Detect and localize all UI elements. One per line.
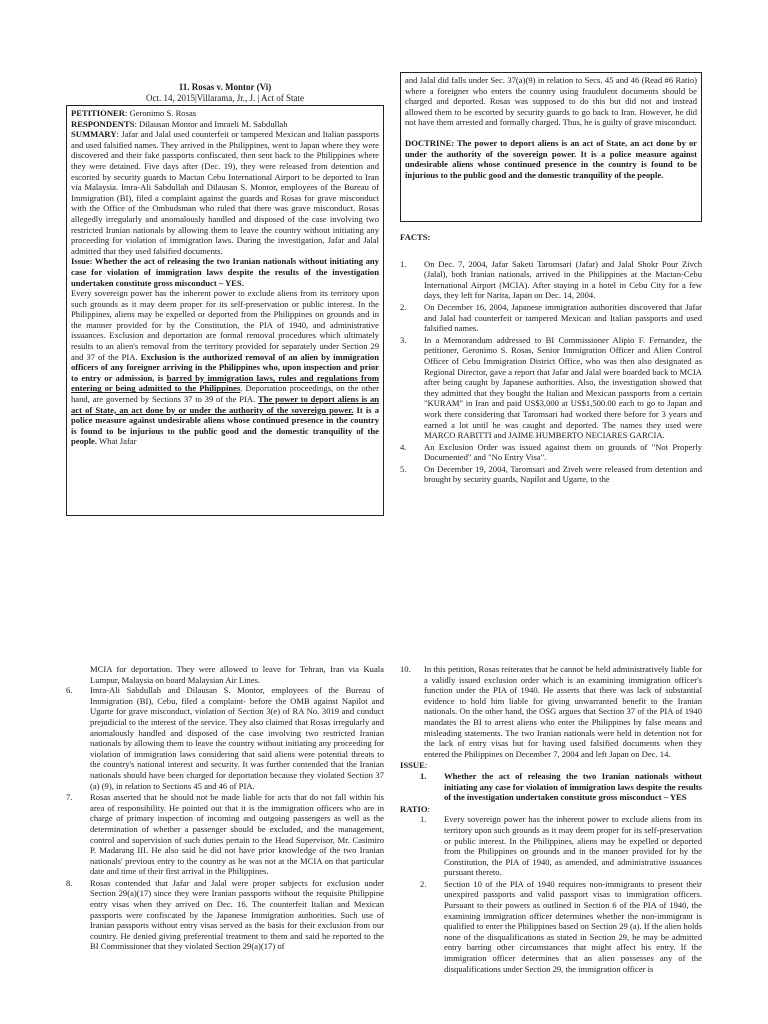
case-heading: 11. Rosas v. Montor (Vi) (178, 82, 272, 92)
list-number: 8. (66, 877, 73, 888)
page2-right-column (400, 664, 702, 1022)
continuation-text: and Jalal did falls under Sec. 37(a)(9) in relation to Secs. 45 and 46 (Read #6 Ratio) where a foreigner who enters the country using fraudulent documents should be charged and deported. Rosas was supposed to do this but did not and instead allowed them to be escorted by security guards to go back to Iran. However, he did not have them arrested and formally charged. Thus, he is guilty of grave misconduct. (405, 75, 697, 128)
list-text: On Dec. 7, 2004, Jafar Saketi Taromsari (Jafar) and Jalal Shokr Pour Zivch (Jalal), both Iranian nationals, arrived in the Philippines at the Mactan-Cebu International Airport (MCIA). After staying in a hotel in Cebu City for a few days, they left for Narita, Japan on Dec. 14, 2004. (424, 258, 702, 301)
reasoning-paragraph (71, 288, 379, 447)
list-text: In a Memorandum addressed to BI Commissioner Alipio F. Fernandez, the petitioner, Geronimo S. Rosas, Senior Immigration Officer and Alien Control Officer of Cebu Immigration District Office, who was then also designated as Regional Director, gave a report that Jafar and Jalal were boarded back to MCIA after being caught by Japanese authorities. Also, the investigation showed that they admitted that they bought the Italian and Mexican passports from a certain "KURAM" in Iran and paid US$3,000 at US$1,500.00 each to go to Japan and work there considering that Taromsari had worked there before for 3 years and earned a lot until he was caught and deported. The names they used were MARCO RABITTI and JAIME HUMBERTO NECIARES GARCIA. (424, 334, 702, 441)
list-text: On December 19, 2004, Taromsari and Ziveh were released from detention and brought by security guards, Napilot and Ugarte, to the (424, 463, 702, 485)
list-number: 10. (400, 664, 411, 674)
reasoning-part-f: It is a police measure against undesirable aliens whose continued presence in the country is found to be injurious to the public good and the domestic tranquility of the people. (71, 404, 379, 447)
list-number: 1. (420, 814, 427, 825)
reasoning-part-c: barred by immigration laws, rules and regulations from entering or being admitted to the Philippines (71, 372, 379, 394)
list-number: 1. (420, 770, 427, 781)
page2-left-column (66, 664, 384, 1022)
list-text: In this petition, Rosas reiterates that he cannot be held administratively liable for a validly issued exclusion order which is an examining immigration officer's function under the PIA of 1940. He asserts that there was lack of substantial evidence to hold him liable for giving unwarranted benefit to the Iranian nationals. On the other hand, the OSG argues that Section 37 of the PIA of 1940 mandates the BI to arrest aliens who enter the Philippines by false means and misleading statements. The two Iranian nationals were held in detention not for the lack of entry visas but for having used falsified documents when they entered the Philippines on December 7, 2004 and left Japan on Dec. 14. (424, 664, 702, 759)
list-text: An Exclusion Order was issued against them on grounds of "Not Properly Documented" and "No Entry Visa". (424, 441, 702, 463)
list-number: 2. (400, 301, 407, 312)
list-text: Every sovereign power has the inherent power to exclude aliens from its territory upon such grounds as it may deem proper for its self-preservation or public interest. In the Philippines, aliens may be expelled or deported from the Philippines on grounds and in the manner provided for by the Constitution, the PIA of 1940, as amended, and administrative issuances pursuant thereto. (444, 814, 702, 878)
list-number: 6. (66, 685, 73, 696)
list-item (400, 302, 702, 334)
reasoning-part-d: . Deportation proceedings, on the other hand, are governed by Sections 37 to 39 of the PIA. (71, 383, 379, 405)
case-title (66, 82, 384, 104)
list-number: 2. (420, 878, 427, 889)
list-text: Rosas contended that Jafar and Jalal were proper subjects for exclusion under Section 29(a)(17) since they were Iranian passports without the requisite Philippine entry visas when they arrived on Dec. 16. The counterfeit Italian and Mexican passports were confiscated by the Japanese Immigration authorities. Such use of Iranian passports without entry visas served as the basis for their exclusion from our country. He denied giving preferential treatment to them and said he reported to the BI Commissioner that they violated Section 29(a)(17) of (90, 877, 384, 952)
facts-list (400, 259, 702, 485)
summary-text: : Jafar and Jalal used counterfeit or tampered Mexican and Italian passports and used falsified names. They arrived in the Philippines, went to Japan where they were discovered and their fake passports confiscated, then sent back to the Philippines where they were detained. Five days after (Dec. 19), they were released from detention and escorted by security guards to Mactan Cebu International Airport to be deported to Iran via Malaysia. Imra-Ali Sabdullah and Dilausan S. Montor, employees of the Bureau of Immigration (BI), filed a complaint against the guards and Rosas for grave misconduct with the Office of the Ombudsman who ruled that there was grave misconduct. Rosas allegedly irregularly and anomalously handled and disposed of the case involving two restricted Iranian nationals by allowing them to leave the country without initiating any proceeding for violation of immigration laws. During the investigation, Jafar and Jalal admitted that they used falsified documents. (71, 129, 379, 256)
summary-label: SUMMARY (71, 129, 117, 140)
facts-list-end (400, 664, 702, 759)
respondents-line (71, 119, 379, 130)
ratio-label: RATIO (400, 803, 428, 814)
issue-heading (400, 760, 702, 771)
list-item (66, 878, 384, 952)
list-item (66, 792, 384, 877)
respondents-label: RESPONDENTS (71, 118, 135, 129)
list-item (400, 814, 702, 878)
list-text: On December 16, 2004, Japanese immigration authorities discovered that Jafar and Jalal had counterfeit or tampered Mexican and Italian passports and used falsified names. (424, 301, 702, 334)
issue-label: Issue (71, 256, 90, 267)
doctrine-box (400, 72, 702, 222)
list-item (400, 879, 702, 974)
list-item (400, 335, 702, 441)
respondents-value: : Dilausan Montor and Imraeli M. Sabdullah (134, 118, 288, 129)
list-item (400, 664, 702, 759)
summary-box (66, 105, 384, 516)
list-item (400, 442, 702, 463)
list-item (400, 464, 702, 485)
facts-list-continued (66, 685, 384, 952)
reasoning-part-e: The power to deport aliens is an act of State, an act done by or under the authority of the sovereign power. (71, 394, 380, 415)
list-text: Whether the act of releasing the two Iranian nationals without initiating any case for violation of immigration laws despite the results of the investigation undertaken constitute gross misconduct – YES (444, 770, 702, 803)
list-number: 4. (400, 441, 407, 452)
list-number: 3. (400, 334, 407, 345)
issue-list (400, 771, 702, 803)
list-item (400, 259, 702, 301)
ratio-heading (400, 804, 702, 815)
petitioner-value: : Geronimo S. Rosas (124, 108, 197, 118)
continuation-text: MCIA for deportation. They were allowed to leave for Tehran, Iran via Kuala Lumpur, Malaysia on board Malaysian Air Lines. (90, 664, 384, 685)
list-item (400, 771, 702, 803)
summary-paragraph (71, 129, 379, 256)
ratio-list (400, 814, 702, 974)
doctrine-text: : The power to deport aliens is an act of State, an act done by or under the authority of the sovereign power. It is a police measure against undesirable aliens whose continued presence in the country is found to be injurious to the public good and the domestic tranquility of the people. (405, 137, 697, 180)
petitioner-line (71, 108, 379, 119)
doctrine-label: DOCTRINE (405, 137, 452, 148)
reasoning-part-a: Every sovereign power has the inherent power to exclude aliens from its territory upon such grounds as it may deem proper for its self-preservation or public interest. In the Philippines, aliens may be expelled or deported from the Philippines on grounds and in the manner provided for by the Constitution, the PIA of 1940, and administrative issuances. Exclusion and deportation are formal removal procedures which ultimately results to an alien's removal from the territory provided for separately under Section 29 and 37 of the PIA. (71, 288, 379, 362)
ratio-colon: : (427, 803, 430, 814)
list-item (66, 685, 384, 791)
list-number: 1. (400, 258, 407, 269)
list-text: Section 10 of the PIA of 1940 requires non-immigrants to present their unexpired passports and valid passport visas to immigration officers. Pursuant to their powers as outlined in Section 6 of the PIA of 1940, the examining immigration officer determines whether the non-immigrant is qualified to enter the Philippines based on Section 29 (a). If the alien holds none of the disqualifications as stated in Section 29, he may be admitted entry barring other circumstances that might affect his entry. If the immigration officer determines that an alien possesses any of the disqualifications under Section 29, the immigration officer is (444, 878, 702, 974)
reasoning-part-g: What Jafar (99, 436, 137, 447)
case-subheading: Oct. 14, 2015|Villarama, Jr., J. | Act of State (145, 93, 305, 103)
list-number: 7. (66, 792, 73, 803)
list-text: Rosas asserted that he should not be made liable for acts that do not fall within his area of responsibility. He pointed out that it is the immigration officers who are in charge of primary inspection of incoming and outgoing passengers as well as the determination of whether a passenger should be excluded, and the management, control and supervision of such duties pertain to the Head Supervisor, Mr. Casimiro P. Madarang III. He also said he did not have prior knowledge of the two Iranian nationals' previous entry to the country as he was not at the MCIA on that particular date and time of their first arrival in the Philippines. (90, 792, 384, 877)
facts-section (400, 232, 702, 514)
issue-label: ISSUE (400, 760, 425, 771)
list-number: 5. (400, 463, 407, 474)
reasoning-part-b: Exclusion is the authorized removal of an alien by immigration officers of any foreigner arriving in the Philippines who, upon inspection and prior to entry or admission, is (71, 351, 379, 383)
issue-paragraph (71, 256, 379, 288)
facts-label: FACTS: (400, 232, 431, 242)
list-text: Imra-Ali Sabdullah and Dilausan S. Montor, employees of the Bureau of Immigration (BI), Cebu, filed a complaint- before the OMB against Napilot and Ugarte for grave misconduct, violation of Section 3(e) of RA No. 3019 and conduct prejudicial to the interest of the service. They also claimed that Rosas irregularly and anomalously handled and disposed of the case involving two restricted Iranian nationals by allowing them to leave the country without initiating any proceeding for violation of immigration laws considering that said aliens were potential threats to the country's national interest and security. It was further contended that the Iranian nationals should have been charged for deportation because they violated Section 37 (a) (9), in relation to Sections 45 and 46 of PIA. (90, 685, 384, 791)
doctrine-paragraph (405, 138, 697, 180)
issue-text: : Whether the act of releasing the two Iranian nationals without initiating any case for violation of immigration laws despite the results of the investigation undertaken constitute gross misconduct – YES. (71, 256, 379, 288)
issue-colon: : (424, 760, 428, 771)
petitioner-label: PETITIONER (71, 108, 125, 118)
